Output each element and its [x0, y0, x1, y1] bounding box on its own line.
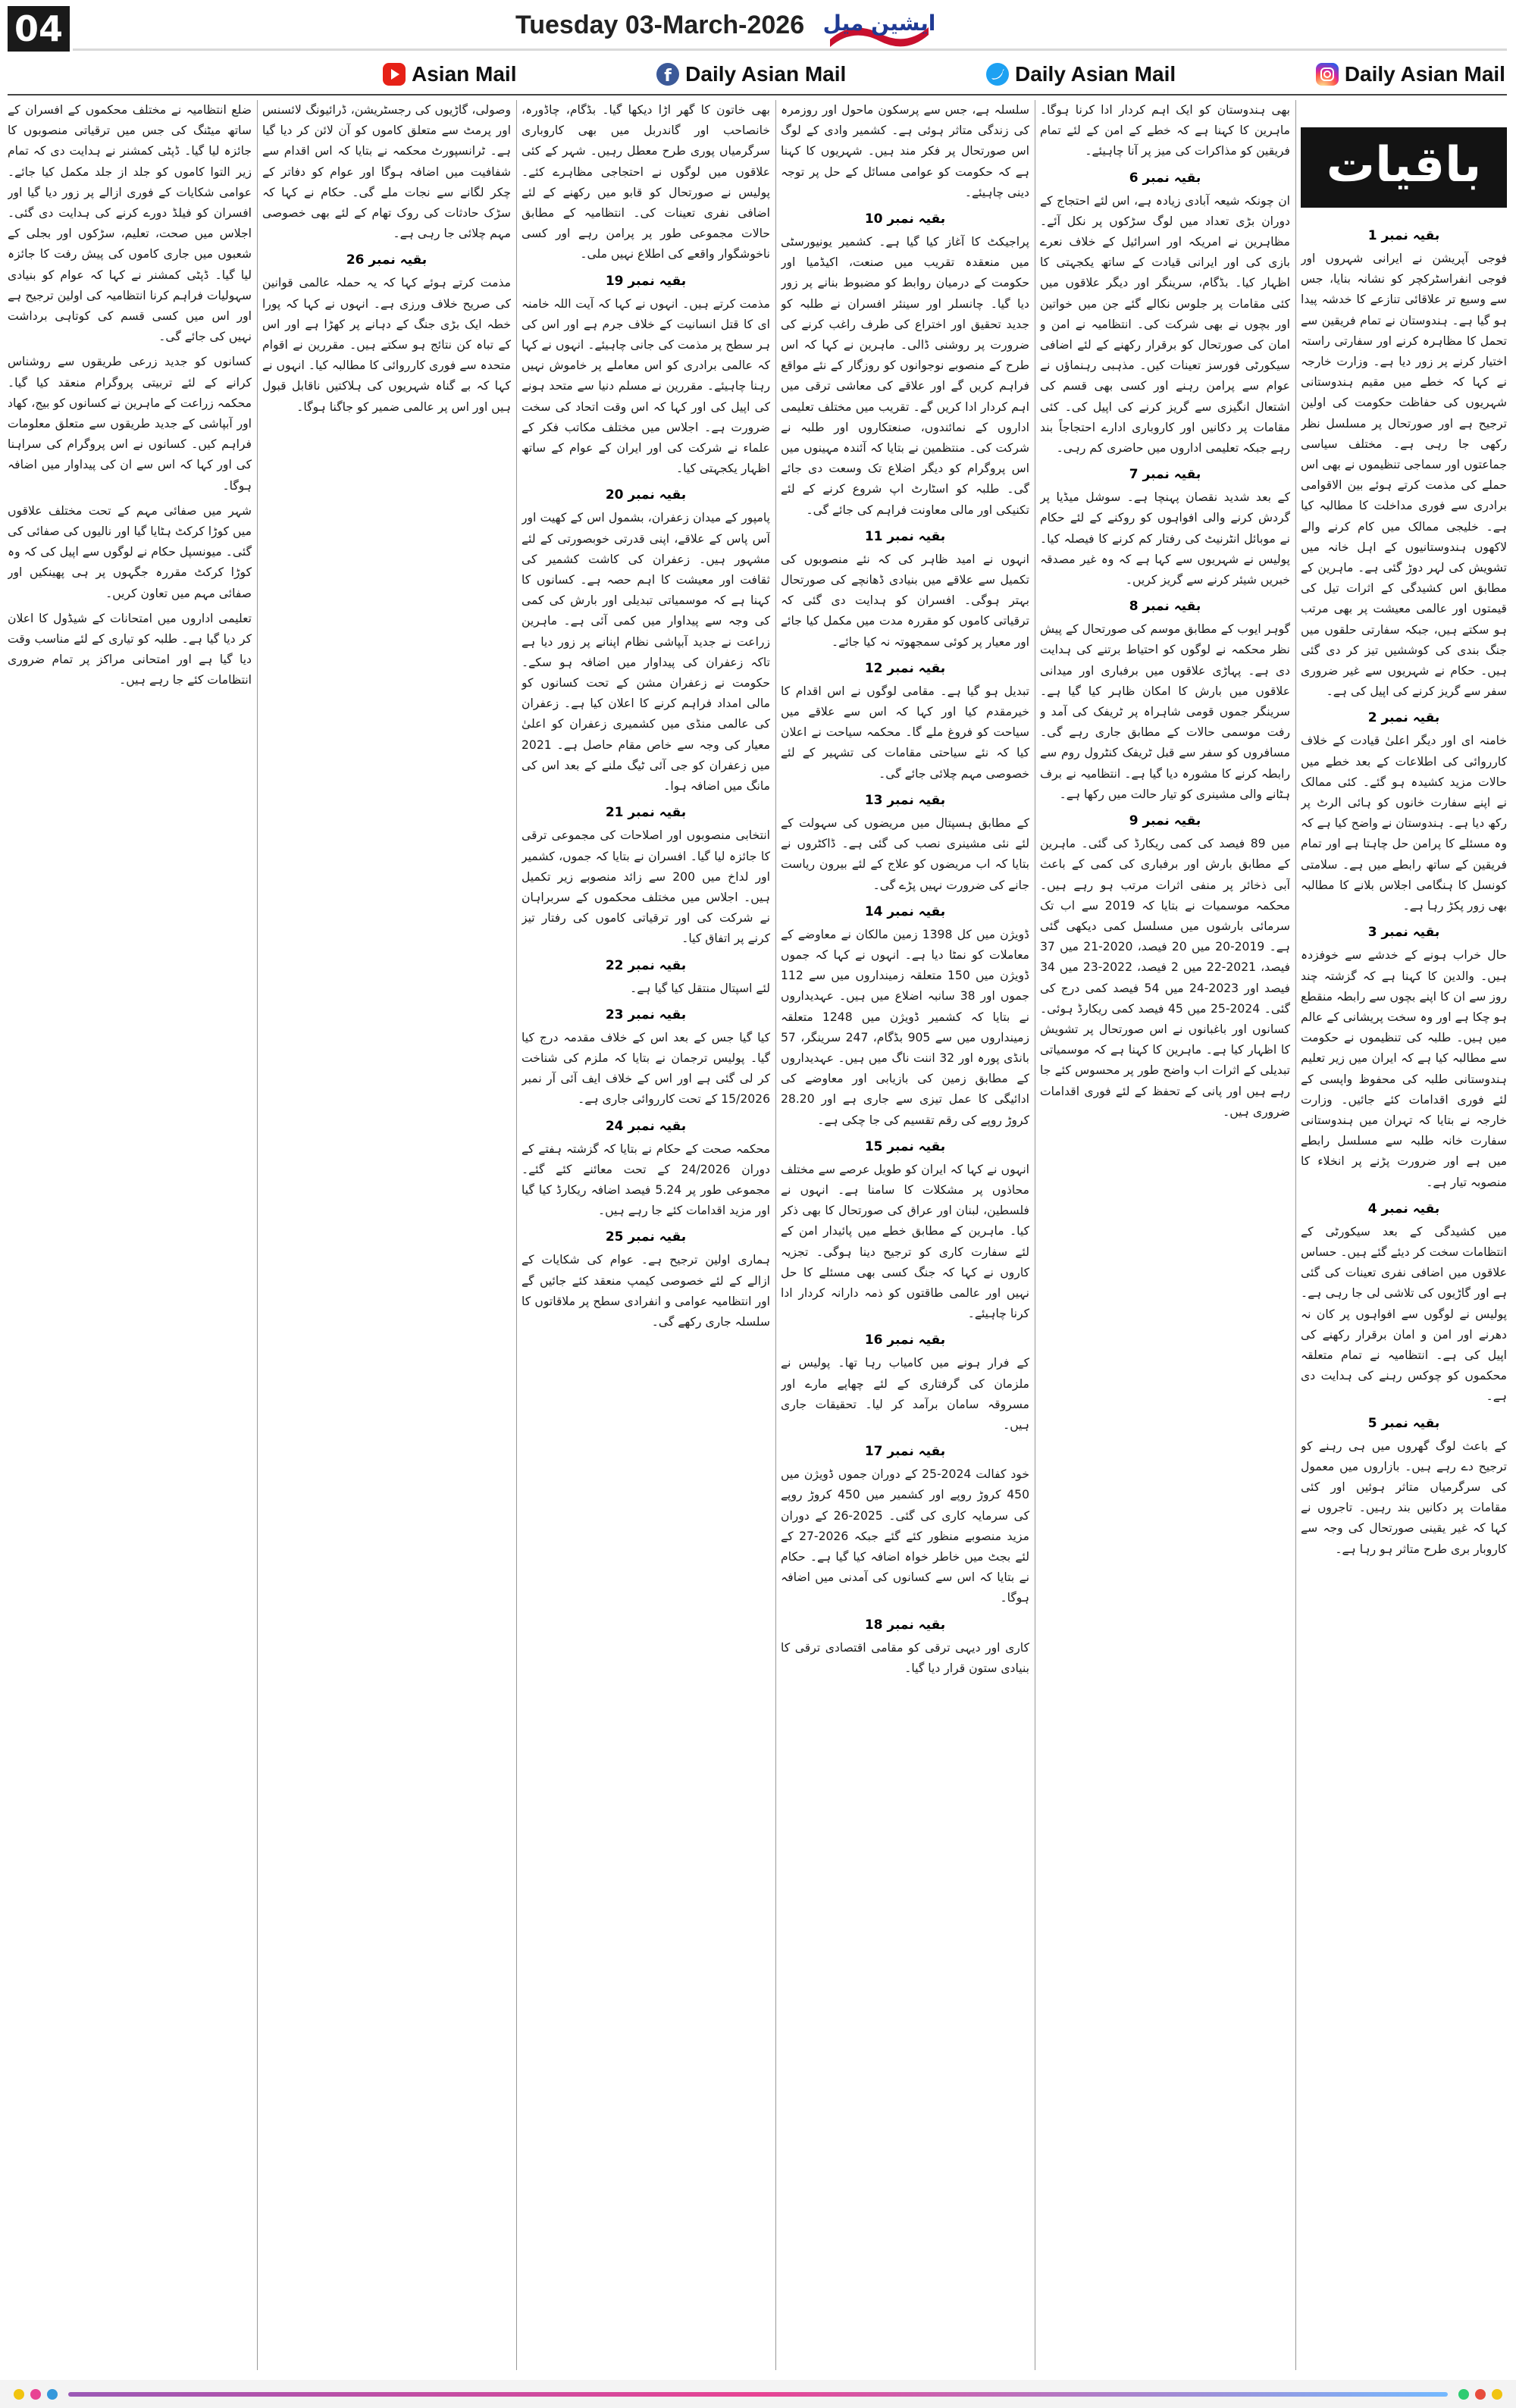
section-heading: بقیہ نمبر 19 — [605, 273, 687, 289]
section-heading: بقیہ نمبر 16 — [864, 1332, 946, 1348]
section-heading: بقیہ نمبر 14 — [864, 903, 946, 919]
youtube-icon — [383, 63, 406, 86]
facebook-label: Daily Asian Mail — [685, 62, 847, 86]
article-text: مذمت کرتے ہیں۔ انہوں نے کہا کہ آیت اللہ خامنہ ای کا قتل انسانیت کے خلاف جرم ہے اور اس کی ہر سطح پر مذمت کی جانی چاہیئے۔ انہوں نے کہا کہ عالمی برادری کو اس معاملے پر خاموش نہیں رہنا چاہیئے۔ مقررین نے مسلم دنیا سے متحد ہونے کی اپیل کی اور کہا کہ اس وقت اتحاد کی سخت ضرورت ہے۔ اجلاس میں مختلف مکاتب فکر کے علماء نے شرکت کی اور ایران کے عوام کے ساتھ اظہار یکجہتی کیا۔ — [522, 296, 770, 476]
article-text: حال خراب ہونے کے خدشے سے خوفزدہ ہیں۔ والدین کا کہنا ہے کہ گزشتہ چند روز سے ان کا اپنے بچوں سے رابطہ منقطع ہو چکا ہے اور وہ سخت پریشانی کے عالم میں ہیں۔ طلبہ کی تنظیموں نے حکومت سے مطالبہ کیا ہے کہ ایران میں زیر تعلیم ہندوستانی طلبہ کی محفوظ واپسی کے لئے فوری اقدامات کئے جائیں۔ وزارت خارجہ نے بتایا کہ تہران میں ہندوستانی سفارت خانہ طلبہ سے مسلسل رابطے میں ہے اور ضرورت پڑنے پر انخلاء کا منصوبہ تیار ہے۔ — [1301, 948, 1507, 1189]
column-6 — [1301, 100, 1507, 2370]
article-text: پامپور کے میدان زعفران، بشمول اس کے کھیت اور آس پاس کے علاقے، اپنی قدرتی خوبصورتی کے لئے مشہور ہیں۔ زعفران کی کاشت کشمیر کی ثقافت اور معیشت کا اہم حصہ ہے۔ کسانوں کا کہنا ہے کہ موسمیاتی تبدیلی اور بارش کی کمی کی وجہ سے پیداوار میں کمی آئی ہے۔ ماہرین زراعت نے جدید آبپاشی نظام اپنانے پر زور دیا ہے تاکہ زعفران کی پیداوار میں اضافہ ہو سکے۔ حکومت نے زعفران مشن کے تحت کسانوں کو مالی امداد فراہم کرنے کا اعلان کیا ہے۔ زعفران کی عالمی منڈی میں کشمیری زعفران کو اعلیٰ معیار کی وجہ سے خاص مقام حاصل ہے۔ 2021 میں زعفران کو جی آئی ٹیگ ملنے کے بعد اس کی مانگ میں اضافہ ہوا۔ — [522, 511, 770, 794]
column-2 — [262, 100, 511, 2370]
twitter-link[interactable] — [986, 62, 1176, 86]
section-heading: بقیہ نمبر 10 — [864, 211, 946, 227]
article-text: انہوں نے امید ظاہر کی کہ نئے منصوبوں کی تکمیل سے علاقے میں بنیادی ڈھانچے کی صورتحال بہتر ہوگی۔ افسران کو ہدایت دی گئی کہ ترقیاتی کاموں کو مقررہ مدت میں مکمل کیا جائے اور معیار پر کوئی سمجھوتہ نہ کیا جائے۔ — [781, 552, 1029, 649]
masthead-logo — [822, 5, 936, 55]
svg-text:f: f — [664, 67, 672, 86]
article-text: انتخابی منصوبوں اور اصلاحات کی مجموعی ترقی کا جائزہ لیا گیا۔ افسران نے بتایا کہ جموں، کشمیر اور لداخ میں 200 سے زائد منصوبے زیر تکمیل ہیں۔ اجلاس میں مختلف محکموں کے سربراہان نے شرکت کی اور ترقیاتی کاموں کی رفتار تیز کرنے پر اتفاق کیا۔ — [522, 828, 770, 946]
article-text: ڈویژن میں کل 1398 زمین مالکان نے معاوضے کے معاملات کو نمٹا دیا ہے۔ انہوں نے کہا کہ جموں ڈویژن میں 150 متعلقہ زمینداروں میں سے 112 جموں اور 38 سانبہ اضلاع میں ہیں۔ عہدیداروں نے بتایا کہ کشمیر ڈویژن میں 1248 متعلقہ زمینداروں میں سے 905 بڈگام، 247 سرینگر، 57 بانڈی پورہ اور 32 اننت ناگ میں ہیں۔ عہدیداروں کے مطابق زمین کی بازیابی اور معاوضے کی ادائیگی کا عمل تیزی سے جاری ہے اور 28.20 کروڑ روپے کی رقم تقسیم کی جا چکی ہے۔ — [781, 927, 1029, 1127]
article-text: سلسلہ ہے، جس سے پرسکون ماحول اور روزمرہ کی زندگی متاثر ہوئی ہے۔ کشمیر وادی کے لوگ اس صورتحال پر فکر مند ہیں۔ شہریوں کا کہنا ہے کہ حکومت کو عوامی مسائل کے حل پر توجہ دینی چاہیئے۔ — [781, 103, 1029, 199]
section-heading: بقیہ نمبر 21 — [605, 805, 687, 821]
section-heading: بقیہ نمبر 18 — [864, 1617, 946, 1633]
column-4 — [781, 100, 1029, 2370]
article-text: خامنہ ای اور دیگر اعلیٰ قیادت کے خلاف کارروائی کی اطلاعات کے بعد خطے میں حالات مزید کشیدہ ہو گئے۔ کئی ممالک نے اپنے سفارت خانوں کو ہائی الرٹ پر رکھ دیا ہے۔ ہندوستان نے واضح کیا ہے کہ وہ مسئلے کا پرامن حل چاہتا ہے اور تمام فریقین کے ساتھ رابطے میں ہے۔ سلامتی کونسل کا ہنگامی اجلاس بلانے کا مطالبہ بھی زور پکڑ رہا ہے۔ — [1301, 734, 1507, 913]
article-text: کے باعث لوگ گھروں میں ہی رہنے کو ترجیح دے رہے ہیں۔ بازاروں میں معمول کی سرگرمیاں متاثر ہوئیں اور کئی مقامات پر دکانیں بند رہیں۔ تاجروں نے کہا کہ غیر یقینی صورتحال کی وجہ سے کاروبار بری طرح متاثر ہو رہا ہے۔ — [1301, 1439, 1507, 1556]
article-text: میں 89 فیصد کی کمی ریکارڈ کی گئی۔ ماہرین کے مطابق بارش اور برفباری کی کمی کے باعث آبی ذخائر پر منفی اثرات مرتب ہو رہے ہیں۔ محکمہ موسمیات نے بتایا کہ 2019 سے اب تک سرمائی بارشوں میں مسلسل کمی دیکھی گئی ہے۔ 2019-20 میں 20 فیصد، 2020-21 میں 37 فیصد، 2021-22 میں 2 فیصد، 2022-23 میں 34 فیصد اور 2023-24 میں 54 فیصد کمی درج کی گئی۔ 2024-25 میں 45 فیصد کمی ریکارڈ ہوئی۔ کسانوں اور باغبانوں نے اس صورتحال پر تشویش کا اظہار کیا ہے۔ ماہرین کا کہنا ہے کہ موسمیاتی تبدیلی کے اثرات اب واضح طور پر محسوس کئے جا رہے ہیں اور پانی کے تحفظ کے لئے فوری اقدامات ضروری ہیں۔ — [1040, 837, 1290, 1119]
article-text: انہوں نے کہا کہ ایران کو طویل عرصے سے مختلف محاذوں پر مشکلات کا سامنا ہے۔ انہوں نے فلسطین، لبنان اور عراق کی صورتحال کا بھی ذکر کیا۔ ماہرین کے مطابق خطے میں پائیدار امن کے لئے سفارت کاری کو ترجیح دینا ہوگی۔ تجزیہ کاروں نے کہا کہ جنگ کسی بھی مسئلے کا حل نہیں اور عالمی طاقتوں کو ذمہ دارانہ کردار ادا کرنا چاہیئے۔ — [781, 1162, 1029, 1321]
header-divider — [73, 49, 1507, 51]
social-links — [383, 58, 1505, 91]
section-heading: بقیہ نمبر 5 — [1367, 1415, 1440, 1431]
footer-dot — [1458, 2389, 1469, 2400]
footer-dot — [30, 2389, 41, 2400]
section-heading: بقیہ نمبر 8 — [1129, 599, 1201, 615]
article-text: کسانوں کو جدید زرعی طریقوں سے روشناس کرانے کے لئے تربیتی پروگرام منعقد کیا گیا۔ محکمہ زراعت کے ماہرین نے کسانوں کو بیج، کھاد اور آبپاشی کے جدید طریقوں سے متعلق معلومات فراہم کیں۔ کسانوں نے اس پروگرام کی سراہنا کی اور کہا کہ اس سے ان کی پیداوار میں اضافہ ہوگا۔ — [8, 355, 252, 493]
twitter-label: Daily Asian Mail — [1014, 62, 1176, 86]
section-heading: بقیہ نمبر 12 — [864, 660, 946, 676]
article-text: پراجیکٹ کا آغاز کیا گیا ہے۔ کشمیر یونیورسٹی میں منعقدہ تقریب میں صنعت، اکیڈمیا اور حکومت کے درمیان روابط کو مضبوط بنانے پر زور دیا گیا۔ چانسلر اور سینئر افسران نے طلبہ کو جدید تحقیق اور اختراع کی طرف راغب کرنے کی ضرورت پر روشنی ڈالی۔ ماہرین نے کہا کہ اس طرح کے منصوبے نوجوانوں کو روزگار کے نئے مواقع فراہم کریں گے اور علاقے کی معاشی ترقی میں اہم کردار ادا کریں گے۔ تقریب میں مختلف تعلیمی اداروں کے نمائندوں، صنعتکاروں اور طلبہ نے شرکت کی۔ منتظمین نے بتایا کہ آئندہ مہینوں میں اس پروگرام کو دیگر اضلاع تک وسعت دی جائے گی۔ طلبہ کو اسٹارٹ اپ شروع کرنے کے لئے تکنیکی اور مالی معاونت فراہم کی جائے گی۔ — [781, 235, 1029, 517]
section-heading: بقیہ نمبر 11 — [864, 528, 946, 544]
article-text: کے مطابق ہسپتال میں مریضوں کی سہولت کے لئے نئی مشینری نصب کی گئی ہے۔ ڈاکٹروں نے بتایا کہ اب مریضوں کو علاج کے لئے بیرون ریاست جانے کی ضرورت نہیں پڑے گی۔ — [781, 816, 1029, 892]
footer-dot — [1475, 2389, 1486, 2400]
page-number: 04 — [8, 6, 70, 52]
instagram-label: Daily Asian Mail — [1344, 62, 1505, 86]
section-heading: بقیہ نمبر 9 — [1129, 813, 1201, 829]
column-divider — [257, 100, 258, 2370]
article-text: بھی خاتون کا گھر اڑا دیکھا گیا۔ بڈگام، چاڈورہ، خانصاحب اور گاندربل میں بھی کاروباری سرگرمیاں پوری طرح معطل رہیں۔ شہر کے کئی علاقوں میں لوگوں نے احتجاجی مظاہرے کئے۔ پولیس نے صورتحال کو قابو میں رکھنے کے لئے اضافی نفری تعینات کی۔ انتظامیہ کے مطابق حالات مجموعی طور پر پرامن رہے اور کسی ناخوشگوار واقعے کی اطلاع نہیں ملی۔ — [522, 103, 770, 261]
column-divider — [775, 100, 776, 2370]
section-heading: بقیہ نمبر 25 — [605, 1229, 687, 1245]
article-text: کیا گیا جس کے بعد اس کے خلاف مقدمہ درج کیا گیا۔ پولیس ترجمان نے بتایا کہ ملزم کی شناخت کر لی گئی ہے اور اس کے خلاف ایف آئی آر نمبر 15/2026 کے تحت کارروائی جاری ہے۔ — [522, 1030, 770, 1107]
issue-date: Tuesday 03-March-2026 — [515, 11, 805, 39]
section-heading: بقیہ نمبر 15 — [864, 1138, 946, 1154]
footer-dot — [47, 2389, 58, 2400]
section-heading: بقیہ نمبر 1 — [1367, 228, 1440, 243]
section-banner: باقیات — [1301, 127, 1507, 208]
article-text: محکمہ صحت کے حکام نے بتایا کہ گزشتہ ہفتے کے دوران 24/2026 کے تحت معائنے کئے گئے۔ مجموعی طور پر 5.24 فیصد اضافہ ریکارڈ کیا گیا اور مزید اقدامات کئے جا رہے ہیں۔ — [522, 1141, 770, 1218]
section-heading: بقیہ نمبر 3 — [1367, 925, 1440, 941]
column-divider — [1295, 100, 1296, 2370]
page-footer — [0, 2380, 1516, 2408]
section-heading: بقیہ نمبر 24 — [605, 1118, 687, 1134]
article-text: ان چونکہ شیعہ آبادی زیادہ ہے، اس لئے احتجاج کے دوران بڑی تعداد میں لوگ سڑکوں پر نکل آئے۔ مظاہرین نے امریکہ اور اسرائیل کے خلاف نعرے بازی کی اور ایرانی قیادت کے ساتھ یکجہتی کا اظہار کیا۔ بڈگام، سرینگر اور دیگر علاقوں میں کئی مقامات پر جلوس نکالے گئے جن میں خواتین اور بچوں نے بھی شرکت کی۔ انتظامیہ نے امن و امان کی صورتحال کو برقرار رکھنے کے لئے اضافی سیکورٹی فورسز تعینات کیں۔ مذہبی رہنماؤں نے عوام سے پرامن رہنے اور کسی بھی قسم کی اشتعال انگیزی سے گریز کرنے کی اپیل کی۔ کئی مقامات پر دکانیں اور کاروباری ادارے احتجاجاً بند رہے جبکہ تعلیمی اداروں میں حاضری کم رہی۔ — [1040, 193, 1290, 456]
instagram-link[interactable] — [1316, 62, 1505, 86]
section-heading: بقیہ نمبر 20 — [605, 487, 687, 503]
youtube-link[interactable] — [383, 62, 516, 86]
article-text: ہماری اولین ترجیح ہے۔ عوام کی شکایات کے ازالے کے لئے خصوصی کیمپ منعقد کئے جائیں گے اور انتظامیہ عوامی و انفرادی سطح پر ملاقاتوں کا سلسلہ جاری رکھے گی۔ — [522, 1253, 770, 1329]
section-heading: بقیہ نمبر 17 — [864, 1444, 946, 1460]
column-5 — [1040, 100, 1290, 2370]
article-text: لئے اسپتال منتقل کیا گیا ہے۔ — [630, 981, 770, 995]
column-3 — [522, 100, 770, 2370]
article-text: خود کفالت 2024-25 کے دوران جموں ڈویژن میں 450 کروڑ روپے اور کشمیر میں 450 کروڑ روپے کی سرمایہ کاری کی گئی۔ 2025-26 کے دوران مزید منصوبے منظور کئے گئے جبکہ 2026-27 کے لئے بجٹ میں خاطر خواہ اضافہ کیا گیا ہے۔ حکام نے بتایا کہ اس سے کسانوں کی آمدنی میں اضافہ ہوگا۔ — [781, 1467, 1029, 1605]
article-text: بھی ہندوستان کو ایک اہم کردار ادا کرنا ہوگا۔ ماہرین کا کہنا ہے کہ خطے کے امن کے لئے تمام فریقین کو مذاکرات کی میز پر آنا چاہیئے۔ — [1040, 103, 1290, 158]
footer-dot — [1492, 2389, 1502, 2400]
section-heading: بقیہ نمبر 2 — [1367, 710, 1440, 726]
footer-bar — [68, 2392, 1448, 2397]
article-text: تعلیمی اداروں میں امتحانات کے شیڈول کا اعلان کر دیا گیا ہے۔ طلبہ کو تیاری کے لئے مناسب وقت دیا گیا ہے اور امتحانی مراکز پر تمام ضروری انتظامات کئے جا رہے ہیں۔ — [8, 611, 252, 687]
facebook-link[interactable] — [656, 62, 846, 86]
article-text: میں کشیدگی کے بعد سیکورٹی کے انتظامات سخت کر دیئے گئے ہیں۔ حساس علاقوں میں اضافی نفری تعینات کی گئی ہے اور گاڑیوں کی تلاشی لی جا رہی ہے۔ پولیس نے لوگوں سے افواہوں پر کان نہ دھرنے اور امن و امان برقرار رکھنے کی اپیل کی ہے۔ انتظامیہ نے تمام متعلقہ محکموں کو چوکس رہنے کی ہدایت دی ہے۔ — [1301, 1224, 1507, 1404]
article-text: فوجی آپریشن نے ایرانی شہروں اور فوجی انفراسٹرکچر کو نشانہ بنایا، جس سے وسیع تر علاقائی تنازعے کا خدشہ پیدا ہو گیا ہے۔ ہندوستان نے تمام فریقین سے تحمل کا مظاہرہ کرنے اور سفارتی راستہ اختیار کرنے پر زور دیا ہے۔ وزارت خارجہ نے کہا کہ خطے میں مقیم ہندوستانی شہریوں کی حفاظت حکومت کی اولین ترجیح ہے اور صورتحال پر مسلسل نظر رکھی جا رہی ہے۔ مختلف سیاسی جماعتوں اور سماجی تنظیموں نے بھی اس حملے کی مذمت کرتے ہوئے بین الاقوامی برادری سے فوری مداخلت کا مطالبہ کیا ہے۔ خلیجی ممالک میں کام کرنے والے لاکھوں ہندوستانیوں کے اہل خانہ میں تشویش کی لہر دوڑ گئی ہے۔ ماہرین کے مطابق اس کشیدگی کے اثرات تیل کی قیمتوں اور عالمی معیشت پر بھی مرتب ہو سکتے ہیں، جبکہ سفارتی حلقوں میں جنگ بندی کی کوششیں تیز کر دی گئی ہیں۔ حکام نے شہریوں سے غیر ضروری سفر سے گریز کرنے کی اپیل کی ہے۔ — [1301, 252, 1507, 699]
article-text: گوہر ایوب کے مطابق موسم کی صورتحال کے پیش نظر محکمہ نے لوگوں کو احتیاط برتنے کی ہدایت دی ہے۔ پہاڑی علاقوں میں برفباری اور میدانی علاقوں میں بارش کا امکان ظاہر کیا گیا ہے۔ سرینگر جموں قومی شاہراہ پر ٹریفک کی آمد و رفت موسمی حالات کے مطابق جاری رہے گی۔ مسافروں کو سفر سے قبل ٹریفک کنٹرول روم سے رابطہ کرنے کا مشورہ دیا گیا ہے۔ انتظامیہ نے برف ہٹانے والی مشینری کو تیار حالت میں رکھا ہے۔ — [1040, 622, 1290, 801]
footer-dot — [14, 2389, 24, 2400]
article-text: شہر میں صفائی مہم کے تحت مختلف علاقوں میں کوڑا کرکٹ ہٹایا گیا اور نالیوں کی صفائی کی گئی۔ میونسپل حکام نے لوگوں سے اپیل کی کہ وہ کوڑا کرکٹ مقررہ جگہوں پر ہی پھینکیں اور صفائی مہم میں تعاون کریں۔ — [8, 503, 252, 600]
article-text: ضلع انتظامیہ نے مختلف محکموں کے افسران کے ساتھ میٹنگ کی جس میں ترقیاتی منصوبوں کا جائزہ لیا گیا۔ ڈپٹی کمشنر نے ہدایت دی کہ تمام زیر التوا کاموں کو جلد از جلد مکمل کیا جائے۔ عوامی شکایات کے فوری ازالے پر زور دیا گیا اور افسران کو فیلڈ دورے کرنے کی ہدایت دی گئی۔ اجلاس میں صحت، تعلیم، سڑکوں اور بجلی کے شعبوں میں جاری کاموں کی پیش رفت کا جائزہ لیا گیا۔ ڈپٹی کمشنر نے کہا کہ عوام کو بنیادی سہولیات فراہم کرنا انتظامیہ کی اولین ترجیح ہے اور اس میں کسی قسم کی کوتاہی برداشت نہیں کی جائے گی۔ — [8, 103, 252, 344]
header-rule — [8, 94, 1507, 96]
youtube-label: Asian Mail — [412, 62, 517, 86]
section-heading: بقیہ نمبر 22 — [605, 957, 687, 973]
article-text: کے بعد شدید نقصان پہنچا ہے۔ سوشل میڈیا پر گردش کرنے والی افواہوں کو روکنے کے لئے حکام نے موبائل انٹرنیٹ کی رفتار کم کرنے کا فیصلہ کیا۔ پولیس نے شہریوں سے کہا ہے کہ وہ غیر مصدقہ خبریں شیئر کرنے سے گریز کریں۔ — [1040, 490, 1290, 587]
article-text: وصولی، گاڑیوں کی رجسٹریشن، ڈرائیونگ لائسنس اور پرمٹ سے متعلق کاموں کو آن لائن کر دیا گیا ہے۔ ٹرانسپورٹ محکمہ نے بتایا کہ اس اقدام سے شفافیت میں اضافہ ہوگا اور عوام کو دفاتر کے چکر لگانے سے نجات ملے گی۔ حکام نے کہا کہ سڑک حادثات کی روک تھام کے لئے بھی خصوصی مہم چلائی جا رہی ہے۔ — [262, 103, 511, 241]
facebook-icon — [656, 63, 679, 86]
section-heading: بقیہ نمبر 6 — [1129, 170, 1201, 186]
section-heading: بقیہ نمبر 13 — [864, 792, 946, 808]
article-text: کاری اور دیہی ترقی کو مقامی اقتصادی ترقی کا بنیادی ستون قرار دیا گیا۔ — [781, 1640, 1029, 1675]
section-heading: بقیہ نمبر 23 — [605, 1007, 687, 1022]
column-1 — [8, 100, 252, 2370]
section-heading: بقیہ نمبر 4 — [1367, 1201, 1440, 1217]
column-divider — [516, 100, 517, 2370]
article-text: تبدیل ہو گیا ہے۔ مقامی لوگوں نے اس اقدام کا خیرمقدم کیا اور کہا کہ اس سے علاقے میں سیاحت کو فروغ ملے گا۔ محکمہ سیاحت نے اعلان کیا کہ نئے سیاحتی مقامات کی تشہیر کے لئے خصوصی مہم چلائی جائے گی۔ — [781, 684, 1029, 781]
article-text: مذمت کرتے ہوئے کہا کہ یہ حملہ عالمی قوانین کی صریح خلاف ورزی ہے۔ انہوں نے کہا کہ پورا خطہ ایک بڑی جنگ کے دہانے پر کھڑا ہے اور اس کے تباہ کن نتائج ہو سکتے ہیں۔ مقررین نے اقوام متحدہ سے فوری کارروائی کا مطالبہ کیا۔ انہوں نے کہا کہ بے گناہ شہریوں کی ہلاکتیں ناقابل قبول ہیں اور اس پر عالمی ضمیر کو جاگنا ہوگا۔ — [262, 276, 511, 414]
section-heading: بقیہ نمبر 7 — [1129, 467, 1201, 483]
article-text: کے فرار ہونے میں کامیاب رہا تھا۔ پولیس نے ملزمان کی گرفتاری کے لئے چھاپے مارے اور مسروقہ سامان برآمد کر لیا۔ تحقیقات جاری ہیں۔ — [781, 1356, 1029, 1432]
masthead-title: ایشین میل — [822, 11, 936, 36]
twitter-icon — [986, 63, 1009, 86]
section-heading: بقیہ نمبر 26 — [346, 252, 428, 268]
instagram-icon — [1316, 63, 1339, 86]
